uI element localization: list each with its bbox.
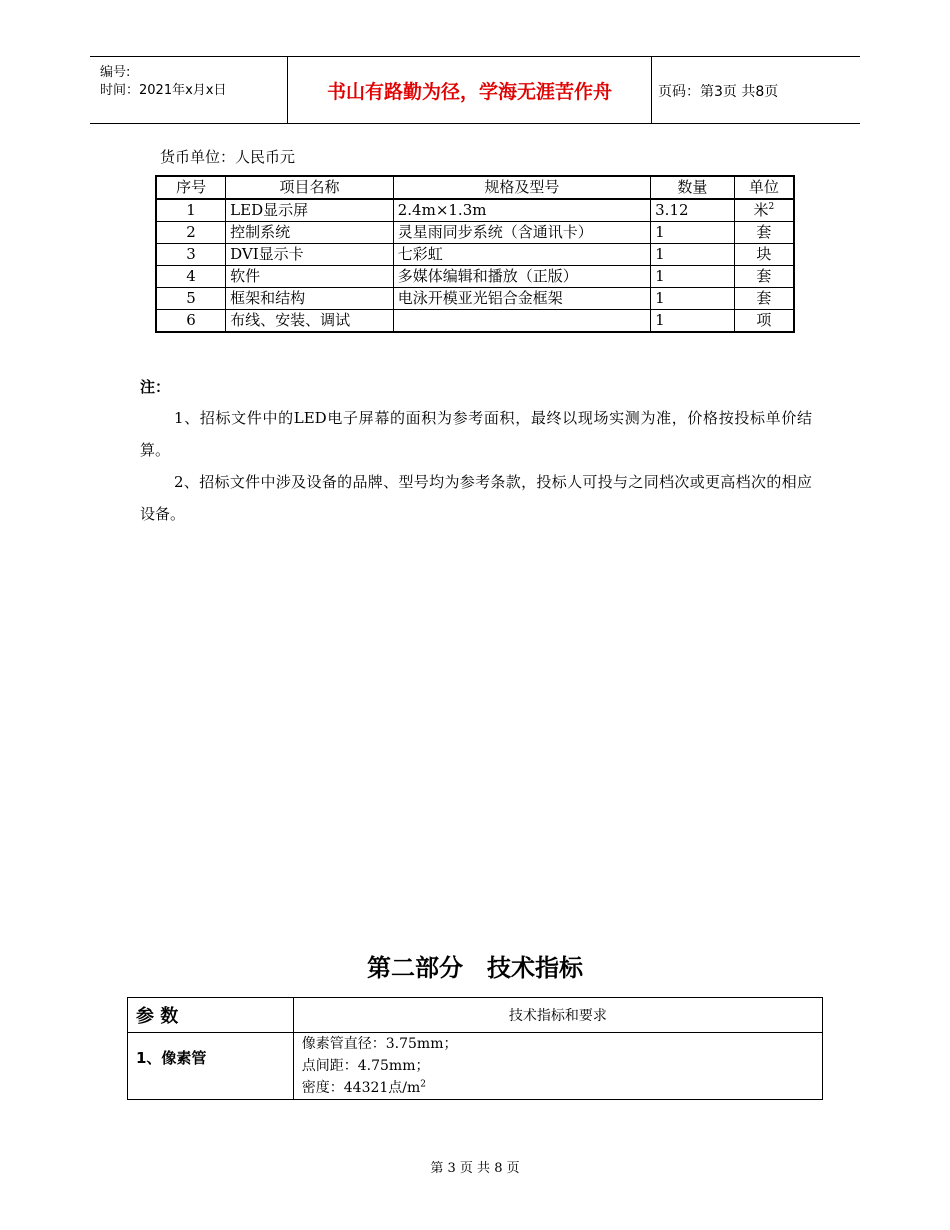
spec-line: 点间距：4.75mm；: [301, 1058, 430, 1074]
cell-spec: 灵星雨同步系统（含通讯卡）: [393, 222, 650, 244]
cell-spec: 2.4m×1.3m: [393, 199, 650, 222]
cell-index: 4: [156, 266, 226, 288]
cell-spec: 多媒体编辑和播放（正版）: [393, 266, 650, 288]
cell-unit: [734, 199, 794, 222]
spec-density-text: 密度：44321点/m: [301, 1080, 421, 1096]
table-row: [156, 288, 794, 310]
spec-table-header: [128, 998, 823, 1033]
items-table-header: [156, 176, 794, 199]
cell-spec: 七彩虹: [393, 244, 650, 266]
cell-unit: 块: [734, 244, 794, 266]
cell-name: 框架和结构: [226, 288, 394, 310]
spec-header-requirement: 技术指标和要求: [293, 998, 822, 1033]
unit-superscript: 2: [768, 202, 775, 212]
table-row: [156, 266, 794, 288]
unit-text: 米: [753, 201, 769, 219]
spec-density-superscript: 2: [420, 1079, 427, 1090]
cell-name: 控制系统: [226, 222, 394, 244]
col-header-unit: 单位: [734, 176, 794, 199]
header-page-info: 页码：第3页 共8页: [658, 84, 779, 100]
cell-name: 布线、安装、调试: [226, 310, 394, 333]
table-row: [156, 199, 794, 222]
cell-name: LED显示屏: [226, 199, 394, 222]
notes-title: 注：: [140, 378, 171, 396]
table-row: [128, 1033, 823, 1100]
note-paragraph-2: 2、招标文件中涉及设备的品牌、型号均为参考条款，投标人可投与之同档次或更高档次的相应设备。: [140, 473, 812, 523]
cell-unit: 套: [734, 288, 794, 310]
header-meta: [90, 57, 287, 123]
cell-spec: [393, 310, 650, 333]
cell-qty: 1: [651, 310, 735, 333]
table-row: [156, 310, 794, 333]
date-label: 时间：2021年x月x日: [100, 83, 227, 98]
cell-qty: 1: [651, 222, 735, 244]
items-table: [155, 175, 795, 333]
header-motto: 书山有路勤为径，学海无涯苦作舟: [287, 57, 652, 123]
col-header-qty: 数量: [651, 176, 735, 199]
note-paragraph-1: 1、招标文件中的LED电子屏幕的面积为参考面积，最终以现场实测为准，价格按投标单价结算。: [140, 409, 812, 459]
cell-index: 1: [156, 199, 226, 222]
cell-name: DVI显示卡: [226, 244, 394, 266]
col-header-index: 序号: [156, 176, 226, 199]
currency-unit: 货币单位：人民币元: [160, 148, 296, 166]
spec-param-cell: 1、像素管: [128, 1033, 294, 1100]
cell-qty: 1: [651, 244, 735, 266]
cell-unit: 套: [734, 266, 794, 288]
cell-index: 3: [156, 244, 226, 266]
cell-qty: 3.12: [651, 199, 735, 222]
spec-header-param: 参 数: [128, 998, 294, 1033]
spec-line: 像素管直径：3.75mm；: [301, 1036, 458, 1052]
cell-index: 5: [156, 288, 226, 310]
cell-name: 软件: [226, 266, 394, 288]
col-header-spec: 规格及型号: [393, 176, 650, 199]
spec-table: [127, 997, 823, 1100]
cell-qty: 1: [651, 288, 735, 310]
spec-requirement-cell: [293, 1033, 822, 1100]
cell-index: 2: [156, 222, 226, 244]
cell-qty: 1: [651, 266, 735, 288]
cell-index: 6: [156, 310, 226, 333]
cell-spec: 电泳开模亚光铝合金框架: [393, 288, 650, 310]
table-row: [156, 244, 794, 266]
page-footer: 第 3 页 共 8 页: [430, 1161, 520, 1176]
spec-line: [302, 1077, 814, 1099]
col-header-name: 项目名称: [226, 176, 394, 199]
page-header: [90, 56, 860, 124]
section-title: 第二部分 技术指标: [367, 954, 583, 982]
table-row: [156, 222, 794, 244]
cell-unit: 套: [734, 222, 794, 244]
cell-unit: 项: [734, 310, 794, 333]
number-label: 编号:: [100, 65, 131, 80]
